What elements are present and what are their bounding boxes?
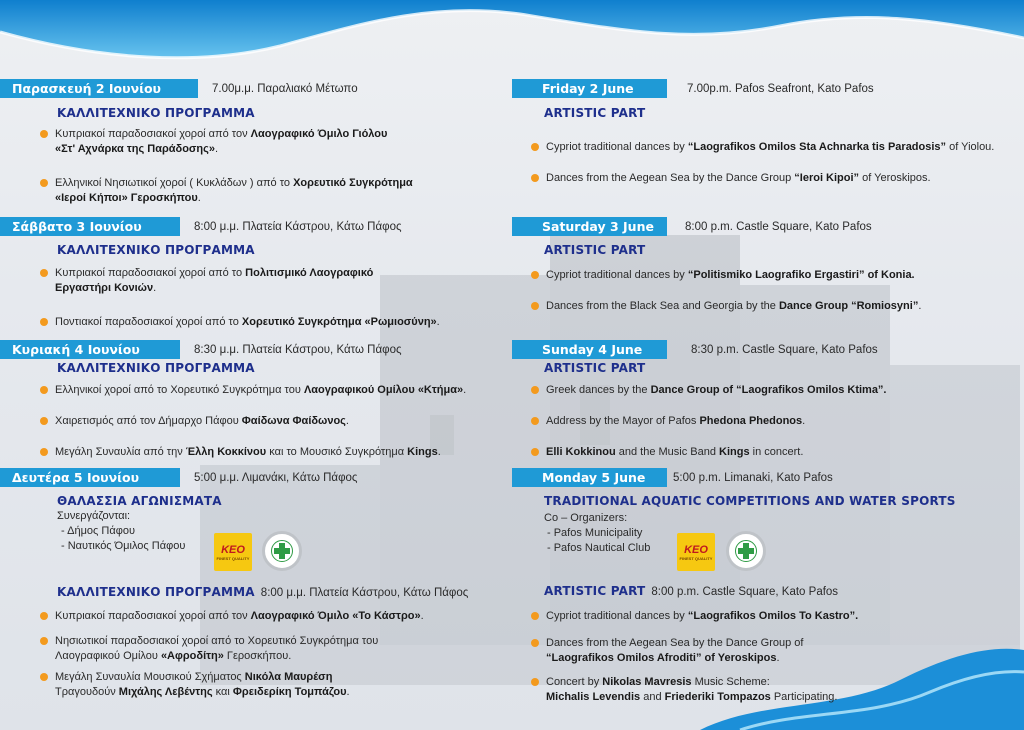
hospital-logo [726,531,766,571]
list-item: Cypriot traditional dances by “Laografikos Omilos To Kastro”. [531,609,1021,624]
list-item: Κυπριακοί παραδοσιακοί χοροί από το Πολιτισμικό Λαογραφικό Εργαστήρι Κονιών. [40,266,500,296]
list-item: Χαιρετισμός από τον Δήμαρχο Πάφου Φαίδωνα Φαίδωνος. [40,414,500,429]
day-bar-saturday [0,217,402,236]
coorganizers-title: Co – Organizers: [544,512,628,524]
day-label: Saturday 3 June [512,217,667,236]
coorganizer-item: - Ναυτικός Όμιλος Πάφου [61,540,186,552]
coorganizer-item: - Pafos Municipality [547,527,643,539]
list-item: Ελληνικοί Νησιωτικοί χοροί ( Κυκλάδων ) από το Χορευτικό Συγκρότημα «Ιεροί Κήποι» Γεροσκήπου. [40,176,500,206]
section-heading: TRADITIONAL AQUATIC COMPETITIONS AND WATER SPORTS [544,494,956,508]
section-heading: ΚΑΛΛΙΤΕΧΝΙΚΟ ΠΡΟΓΡΑΜΜΑ [57,361,255,375]
day-bar-sunday [512,340,878,359]
day-bar-friday [0,79,358,98]
list-item: Greek dances by the Dance Group of “Laografikos Omilos Ktima”. [531,383,1021,398]
list-item: Ποντιακοί παραδοσιακοί χοροί από το Χορευτικό Συγκρότημα «Ρωμιοσύνη». [40,315,500,330]
day-bar-monday [0,468,357,487]
section-heading: ARTISTIC PART 8:00 p.m. Castle Square, Kato Pafos [544,584,839,598]
section-heading: ARTISTIC PART [544,243,646,257]
section-heading: ARTISTIC PART [544,361,646,375]
day-info: 8:00 p.m. Castle Square, Kato Pafos [685,220,872,233]
list-item: Dances from the Aegean Sea by the Dance Group “Ieroi Kipoi” of Yeroskipos. [531,171,1021,186]
list-item: Ελληνικοί χοροί από το Χορευτικό Συγκρότημα του Λαογραφικού Ομίλου «Κτήμα». [40,383,500,398]
list-item: Dances from the Aegean Sea by the Dance Group of “Laografikos Omilos Afroditi” of Yeroskipos. [531,636,1021,666]
day-label: Σάββατο 3 Ιουνίου [0,217,180,236]
day-info: 7.00μ.μ. Παραλιακό Μέτωπο [212,82,358,95]
coorganizer-item: - Pafos Nautical Club [547,542,651,554]
day-bar-friday [512,79,874,98]
list-item: Cypriot traditional dances by “Politismiko Laografiko Ergastiri” of Konia. [531,268,1021,283]
list-item: Κυπριακοί παραδοσιακοί χοροί από τον Λαογραφικό Όμιλο Γιόλου «Στ' Αχνάρκα της Παράδοσης». [40,127,500,157]
section-heading: ΚΑΛΛΙΤΕΧΝΙΚΟ ΠΡΟΓΡΑΜΜΑ 8:00 μ.μ. Πλατεία Κάστρου, Κάτω Πάφος [57,585,469,599]
day-info: 7.00p.m. Pafos Seafront, Kato Pafos [687,82,874,95]
day-info: 5:00 μ.μ. Λιμανάκι, Κάτω Πάφος [194,471,358,484]
coorganizer-item: - Δήμος Πάφου [61,525,135,537]
day-label: Δευτέρα 5 Ιουνίου [0,468,180,487]
list-item: Μεγάλη Συναυλία Μουσικού Σχήματος Νικόλα Μαυρέση Τραγουδούν Μιχάλης Λεβέντης και Φρειδερίκη Τομπάζου. [40,670,500,700]
day-label: Κυριακή 4 Ιουνίου [0,340,180,359]
day-bar-saturday [512,217,872,236]
list-item: Cypriot traditional dances by “Laografikos Omilos Sta Achnarka tis Paradosis” of Yiolou. [531,140,1021,155]
list-item: Κυπριακοί παραδοσιακοί χοροί από τον Λαογραφικό Όμιλο «Το Κάστρο». [40,609,500,624]
cross-icon [735,540,757,562]
day-label: Monday 5 June [512,468,667,487]
day-bar-sunday [0,340,402,359]
day-label: Friday 2 June [512,79,667,98]
day-info: 8:30 μ.μ. Πλατεία Κάστρου, Κάτω Πάφος [194,343,402,356]
day-info: 8:30 p.m. Castle Square, Kato Pafos [691,343,878,356]
day-label: Παρασκευή 2 Ιουνίου [0,79,198,98]
list-item: Elli Kokkinou and the Music Band Kings in concert. [531,445,1021,460]
day-info: 8:00 μ.μ. Πλατεία Κάστρου, Κάτω Πάφος [194,220,402,233]
cross-icon [271,540,293,562]
coorganizers-title: Συνεργάζονται: [57,510,131,522]
list-item: Dances from the Black Sea and Georgia by the Dance Group “Romiosyni”. [531,299,1021,314]
section-heading: ΘΑΛΑΣΣΙΑ ΑΓΩΝΙΣΜΑΤΑ [57,494,222,508]
hospital-logo [262,531,302,571]
list-item: Νησιωτικοί παραδοσιακοί χοροί από το Χορευτικό Συγκρότημα του Λαογραφικού Ομίλου «Αφροδίτη» Γεροσκήπου. [40,634,500,664]
list-item: Μεγάλη Συναυλία από την Έλλη Κοκκίνου και το Μουσικό Συγκρότημα Kings. [40,445,500,460]
keo-logo: KEO FINEST QUALITY [677,533,715,571]
day-info: 5:00 p.m. Limanaki, Kato Pafos [673,471,833,484]
section-heading: ΚΑΛΛΙΤΕΧΝΙΚΟ ΠΡΟΓΡΑΜΜΑ [57,106,255,120]
top-wave-decoration [0,0,1024,70]
section-heading: ARTISTIC PART [544,106,646,120]
day-label: Sunday 4 June [512,340,667,359]
keo-logo: KEO FINEST QUALITY [214,533,252,571]
day-bar-monday [512,468,833,487]
list-item: Address by the Mayor of Pafos Phedona Phedonos. [531,414,1021,429]
section-heading: ΚΑΛΛΙΤΕΧΝΙΚΟ ΠΡΟΓΡΑΜΜΑ [57,243,255,257]
list-item: Concert by Nikolas Mavresis Music Scheme: Michalis Levendis and Friederiki Tompazos Participating. [531,675,1021,705]
